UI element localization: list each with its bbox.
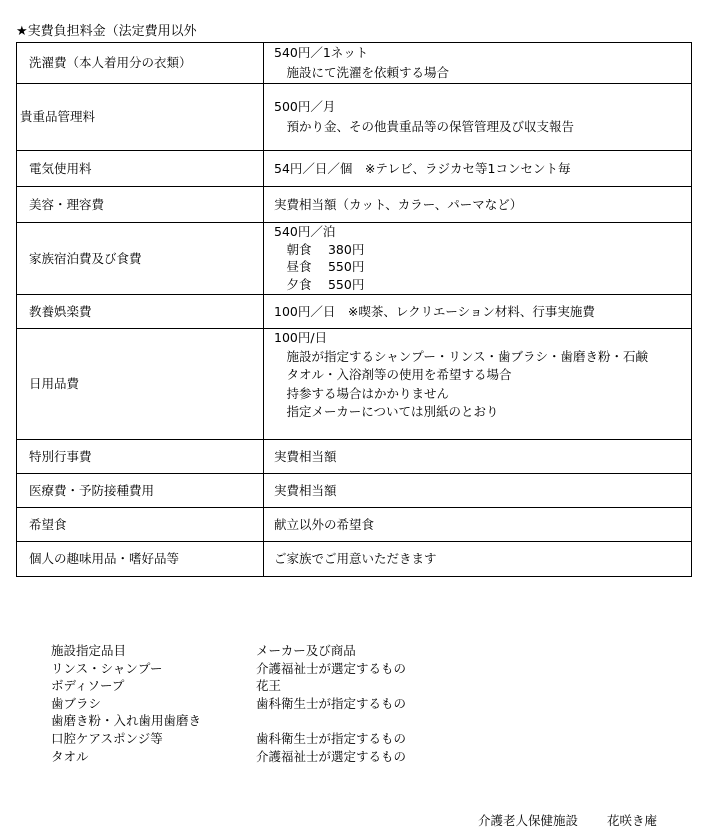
fee-description (264, 295, 692, 329)
fee-item: 特別行事費 (17, 440, 264, 474)
fee-description (264, 440, 692, 474)
product-row (51, 695, 501, 713)
product-maker: メーカー及び商品 (256, 643, 356, 658)
product-row (51, 730, 501, 748)
fee-item: 教養娯楽費 (17, 295, 264, 329)
page-title: ★実費負担料金（法定費用以外 (16, 24, 197, 39)
fee-description (264, 43, 692, 84)
fee-description-line: 持参する場合はかかりません (274, 385, 450, 401)
product-name: 歯ブラシ (51, 695, 102, 711)
fee-item: 医療費・予防接種費用 (17, 474, 264, 508)
fee-description-line: 540円／1ネット (274, 45, 369, 60)
product-maker: 歯科衛生士が指定するもの (256, 695, 407, 711)
fee-item: 家族宿泊費及び食費 (17, 223, 264, 295)
fee-description-line: 昼食 550円 (274, 259, 365, 274)
product-name: リンス・シャンプー (51, 660, 163, 676)
fee-description-line: 施設が指定するシャンプー・リンス・歯ブラシ・歯磨き粉・石鹸 (274, 348, 649, 364)
fee-item: 個人の趣味用品・嗜好品等 (17, 542, 264, 577)
fee-description-line: タオル・入浴剤等の使用を希望する場合 (274, 367, 512, 382)
product-name: 施設指定品目 (51, 643, 127, 658)
fee-row (17, 508, 692, 542)
fee-item: 電気使用料 (17, 151, 264, 187)
fee-row (17, 187, 692, 223)
fee-description-line: 施設にて洗濯を依頼する場合 (274, 65, 450, 80)
fee-description (264, 151, 692, 187)
product-name: 口腔ケアスポンジ等 (51, 730, 163, 746)
product-maker: 介護福祉士が選定するもの (256, 748, 407, 764)
fee-description (264, 508, 692, 542)
fee-row (17, 295, 692, 329)
fee-row (17, 474, 692, 508)
fee-row (17, 329, 692, 440)
fee-description-line: 実費相当額（カット、カラー、パーマなど） (274, 196, 523, 212)
fee-row (17, 43, 692, 84)
product-row (51, 712, 501, 730)
fee-description (264, 329, 692, 440)
fee-row (17, 223, 692, 295)
fee-item: 希望食 (17, 508, 264, 542)
fee-description-line: 100円／日 ※喫茶、レクリエーション材料、行事実施費 (274, 303, 595, 319)
product-row (51, 677, 501, 695)
fee-description-line: 実費相当額 (274, 448, 337, 464)
fee-description-line: 100円/日 (274, 330, 328, 345)
fee-description-line: 預かり金、その他貴重品等の保管管理及び収支報告 (274, 119, 575, 134)
facility-type: 介護老人保健施設 (478, 813, 579, 828)
fee-description-line: ご家族でご用意いただきます (274, 551, 437, 566)
fee-description (264, 84, 692, 151)
fee-description-line: 実費相当額 (274, 482, 337, 498)
fee-description (264, 542, 692, 577)
product-name: タオル (51, 748, 89, 764)
fee-item: 洗濯費（本人着用分の衣類） (17, 43, 264, 84)
product-maker: 花王 (256, 678, 282, 694)
product-row (51, 660, 501, 678)
product-row (51, 642, 501, 660)
fee-description-line: 指定メーカーについては別紙のとおり (274, 404, 499, 419)
fee-item: 美容・理容費 (17, 187, 264, 223)
fee-description-line: 夕食 550円 (274, 276, 365, 292)
fee-item: 貴重品管理料 (17, 84, 264, 151)
fee-description (264, 223, 692, 295)
fee-description-line: 朝食 380円 (274, 241, 365, 257)
fee-row (17, 151, 692, 187)
product-maker: 介護福祉士が選定するもの (256, 660, 407, 676)
fee-table (16, 42, 692, 577)
fee-row (17, 440, 692, 474)
fee-description-line: 500円／月 (274, 99, 336, 114)
product-name: ボディソープ (51, 678, 125, 694)
fee-description-line: 献立以外の希望食 (274, 516, 375, 532)
fee-description (264, 187, 692, 223)
fee-description-line: 54円／日／個 ※テレビ、ラジカセ等1コンセント毎 (274, 160, 571, 176)
designated-products-list (51, 642, 501, 765)
product-row (51, 748, 501, 766)
facility-name: 花咲き庵 (607, 813, 658, 828)
fee-description-line: 540円／泊 (274, 224, 336, 239)
fee-row (17, 84, 692, 151)
fee-description (264, 474, 692, 508)
product-maker: 歯科衛生士が指定するもの (256, 730, 407, 746)
fee-item: 日用品費 (17, 329, 264, 440)
fee-row (17, 542, 692, 577)
facility-signature (478, 811, 657, 829)
product-name: 歯磨き粉・入れ歯用歯磨き (51, 713, 202, 729)
